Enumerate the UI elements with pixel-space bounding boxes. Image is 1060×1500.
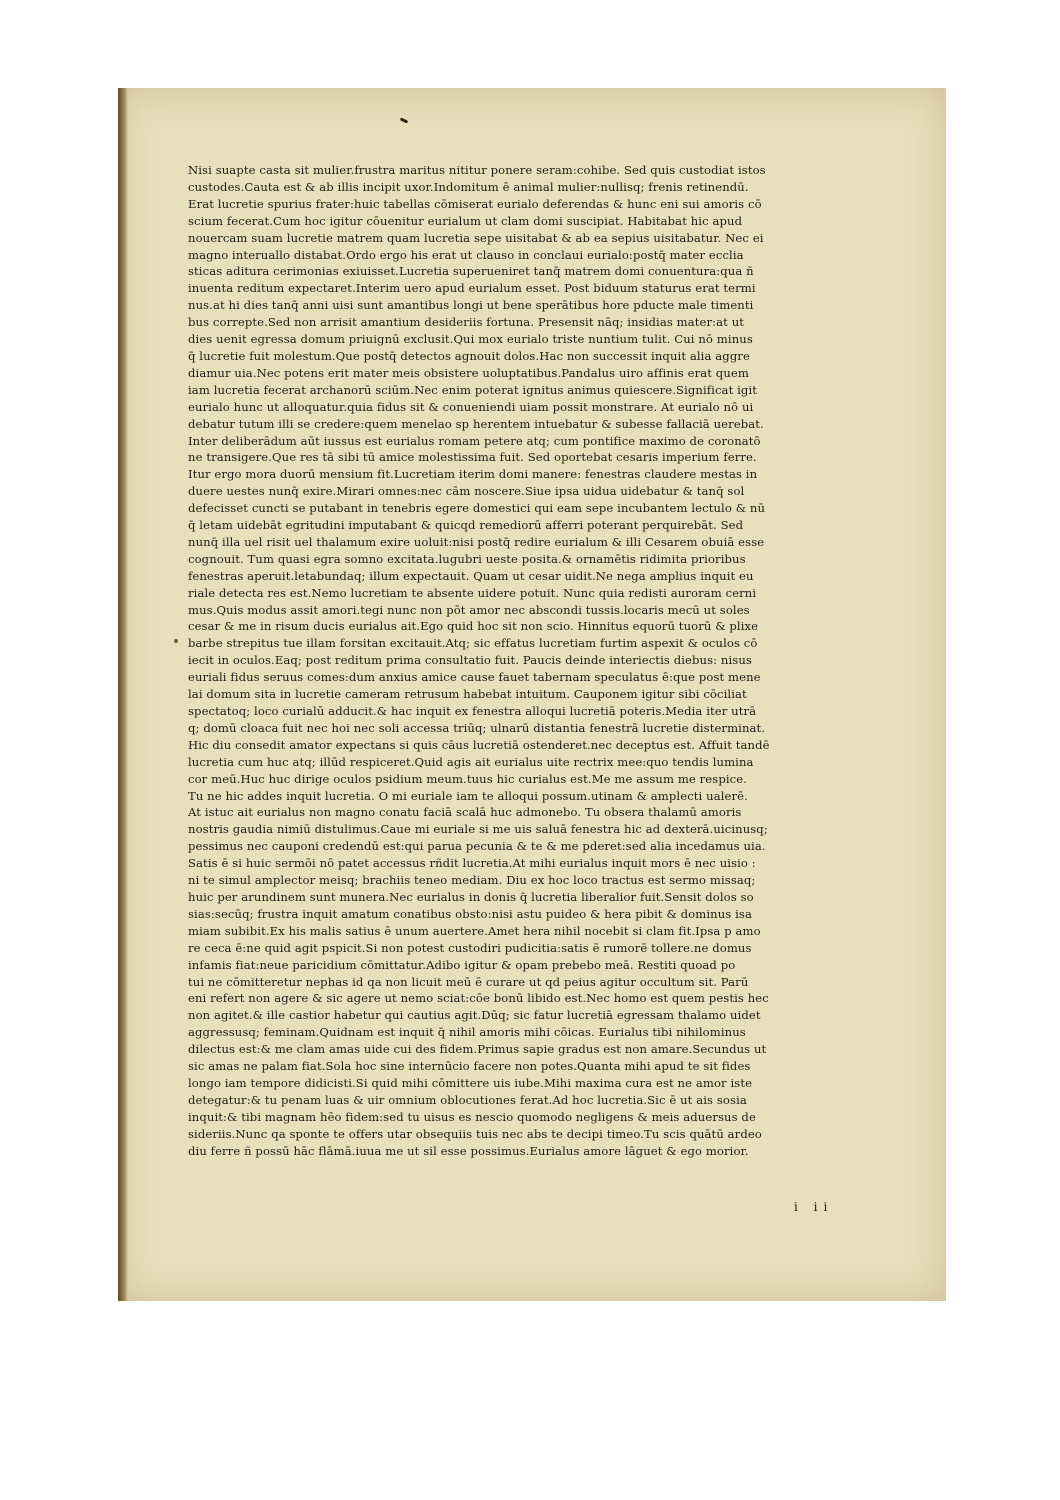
text-line: iam lucretia fecerat archanorū sciūm.Nec enim poterat ignitus animus quiescere.Significat igit [188,382,758,397]
text-line: barbe strepitus tue illam forsitan excitauit.Atq; sic effatus lucretiam furtim aspexit & oculos cō [188,636,758,651]
text-line: euriali fidus seruus comes:dum anxius amice cause fauet tabernam speculatus ē:que post mene [188,670,761,685]
text-line: inquit:& tibi magnam hēo fidem:sed tu uisus es nescio quomodo negligens & meis aduersus de [188,1109,756,1124]
text-line: dilectus est:& me clam amas uide cui des fidem.Primus sapie gradus est non amare.Secundus ut [188,1042,767,1057]
text-line: mus.Quis modus assit amori.tegi nunc non pōt amor nec abscondi tussis.locaris mecū ut soles [188,602,750,617]
text-line: q; domū cloaca fuit nec hoi nec soli accessa triūq; ulnarū distantia fenestrā lucretie disterminat. [188,720,766,735]
ink-mark [400,117,409,123]
text-line: huic per arundinem sunt munera.Nec eurialus in donis q̄ lucretia liberalior fuit.Sensit dolos so [188,889,754,904]
text-line: nostris gaudia nimiū distulimus.Caue mi euriale si me uis saluā fenestra hic ad dexterā.uicinusq; [188,822,768,837]
text-line: Satis ē si huic sermōi nō patet accessus rñdit lucretia.At mihi eurialus inquit mors ē nec uisio : [188,856,756,871]
text-line: miam subibit.Ex his malis satius ē unum auertere.Amet hera nihil nocebit si clam fit.Ipsa p amo [188,923,761,938]
text-line: debatur tutum illi se credere:quem menelao sp herentem intuebatur & subesse fallaciā uerebat. [188,416,764,431]
text-line: nus.at hi dies tanq̄ anni uisi sunt amantibus longi ut bene sperātibus hore pducte male timenti [188,298,754,313]
text-line: tui ne cōmitteretur nephas id qa non licuit meū ē curare ut qd peius agitur occultum sit. Parū [188,974,749,989]
text-line: spectatoq; loco curialū adducit.& hac inquit ex fenestra alloqui lucretiā poteris.Media iter utrā [188,704,757,718]
text-line: cognouit. Tum quasi egra somno excitata.lugubri ueste posita.& ornamētis ridimita prioribus [188,551,746,566]
text-line: q̄ lucretie fuit molestum.Que postq̄ detectos agnouit dolos.Hac non successit inquit alia aggre [188,348,750,363]
text-line: ne transigere.Que res tā sibi tū amice molestissima fuit. Sed oportebat cesaris imperium ferre. [188,450,757,465]
text-line: Hic diu consedit amator expectans si quis cāus lucretiā ostenderet.nec deceptus est. Affuit tandē [188,737,770,752]
text-line: cesar & me in risum ducis eurialus ait.Ego quid hoc sit non scio. Hinnitus equorū tuorū & plixe [188,619,759,634]
text-line: eurialo hunc ut alloquatur.quia fidus sit & conueniendi uiam possit monstrare. At eurialo nō ui [188,399,754,414]
text-line: Itur ergo mora duorū mensium fit.Lucretiam iterim domi manere: fenestras claudere mestas in [188,467,758,482]
text-line: inuenta reditum expectaret.Interim uero apud eurialum esset. Post biduum staturus erat termi [188,281,756,296]
text-line: re ceca ē:ne quid agit pspicit.Si non potest custodiri pudicitia:satis ē rumorē tollere.ne domus [188,940,752,955]
text-line: iecit in oculos.Eaq; post reditum prima consultatio fuit. Paucis deinde interiectis diebus: nisus [188,653,752,668]
text-line: lucretia cum huc atq; illūd respiceret.Quid agis ait eurialus uite rectrix mee:quo tendis lumina [188,754,754,769]
folio-signature: i ii [794,1200,834,1214]
text-line: Inter deliberādum aūt iussus est eurialus romam petere atq; cum pontifice maximo de coronatō [188,433,761,448]
text-line: nouercam suam lucretie matrem quam lucretia sepe uisitabat & ab ea sepius uisitabatur. Nec ei [188,230,764,245]
text-line: infamis fiat:neue paricidium cōmittatur.Adibo igitur & opam prebebo meā. Restiti quoad po [188,957,736,972]
text-line: longo iam tempore didicisti.Si quid mihi cōmittere uis iube.Mihi maxima cura est ne amor iste [188,1075,753,1090]
text-line: sias:secūq; frustra inquit amatum conatibus obsto:nisi astu puideo & hera pibit & dominus isa [188,906,752,921]
text-line: diu ferre ñ possū hāc flāmā.iuua me ut sil esse possimus.Eurialus amore lāguet & ego morior. [188,1143,749,1158]
text-line: scium fecerat.Cum hoc igitur cōuenitur eurialum ut clam domi suscipiat. Habitabat hic apud [188,213,743,228]
text-line: cor meū.Huc huc dirige oculos psidium meum.tuus hic curialus est.Me me assum me respice. [188,771,747,786]
ink-mark [173,638,178,643]
text-line: custodes.Cauta est & ab illis incipit uxor.Indomitum ē animal mulier:nullisq; frenis retinendū. [188,179,749,194]
text-line: non agitet.& ille castior habetur qui cautius agit.Dūq; sic fatur lucretiā egressam thalamo uidet [188,1008,761,1023]
text-line: aggressusq; feminam.Quidnam est inquit q̄ nihil amoris mihi cōicas. Eurialus tibi nihilominus [188,1025,746,1040]
text-line: diamur uia.Nec potens erit mater meis obsistere uoluptatibus.Pandalus uiro affinis erat quem [188,365,749,380]
text-line: ni te simul amplector meisq; brachiis teneo mediam. Diu ex hoc loco tractus est sermo missaq; [188,873,756,888]
text-line: eni refert non agere & sic agere ut nemo sciat:cōe bonū libido est.Nec homo est quem pestis hec [188,991,769,1006]
scanned-book-page [118,88,946,1301]
text-line: Nisi suapte casta sit mulier.frustra maritus nititur ponere seram:cohibe. Sed quis custodiat istos [188,163,766,177]
text-line: Erat lucretie spurius frater:huic tabellas cōmiserat eurialo deferendas & hunc eni sui amoris cō [188,196,762,211]
text-line: sideriis.Nunc qa sponte te offers utar obsequiis tuis nec abs te decipi timeo.Tu scis quātū ardeo [188,1126,762,1141]
text-line: sic amas ne palam fiat.Sola hoc sine internūcio facere non potes.Quanta mihi apud te sit fides [188,1059,751,1074]
binding-gutter [118,88,128,1301]
text-line: nunq̄ illa uel risit uel thalamum exire uoluit:nisi postq̄ redire eurialum & illi Cesarem obuiā esse [188,534,765,549]
text-line: sticas aditura cerimonias exiuisset.Lucretia superueniret tanq̄ matrem domi conuentura:qua ñ [188,264,754,279]
text-line: lai domum sita in lucretie cameram retrusum habebat intuitum. Cauponem igitur sibi cōciliat [188,687,747,702]
text-line: magno interuallo distabat.Ordo ergo his erat ut clauso in conclaui eurialo:postq̄ mater ecclia [188,247,744,262]
text-line: riale detecta res est.Nemo lucretiam te absente uidere potuit. Nunc quia redisti auroram cerni [188,585,757,600]
text-line: duere uestes nunq̄ exire.Mirari omnes:nec cām noscere.Siue ipsa uidua uidebatur & tanq̄ sol [188,484,745,499]
text-line: bus correpte.Sed non arrisit amantium desideriis fortuna. Presensit nāq; insidias mater:at ut [188,315,745,330]
text-line: At istuc ait eurialus non magno conatu faciā scalā huc admonebo. Tu obsera thalamū amoris [188,805,742,820]
text-line: fenestras aperuit.letabundaq; illum expectauit. Quam ut cesar uidit.Ne nega amplius inquit eu [188,568,754,583]
text-line: detegatur:& tu penam luas & uir omnium oblocutiones ferat.Ad hoc lucretia.Sic ē ut ais sosia [188,1092,747,1107]
text-line: Tu ne hic addes inquit lucretia. O mi euriale iam te alloqui possum.utinam & amplecti ualerē. [188,788,748,803]
text-line: dies uenit egressa domum priuignū exclusit.Qui mox eurialo triste nuntium tulit. Cui nō minus [188,332,753,347]
text-line: q̄ letam uidebāt egritudini imputabant & quicqd remediorū afferri poterant perquirebāt. Sed [188,518,744,533]
text-line: pessimus nec cauponi credendū est:qui parua pecunia & te & me pderet:sed alia incedamus uia. [188,839,766,854]
latin-text-block [188,162,888,1159]
text-line: defecisset cuncti se putabant in tenebris egere domestici qui eam sepe incubantem lectulo & nū [188,501,766,516]
